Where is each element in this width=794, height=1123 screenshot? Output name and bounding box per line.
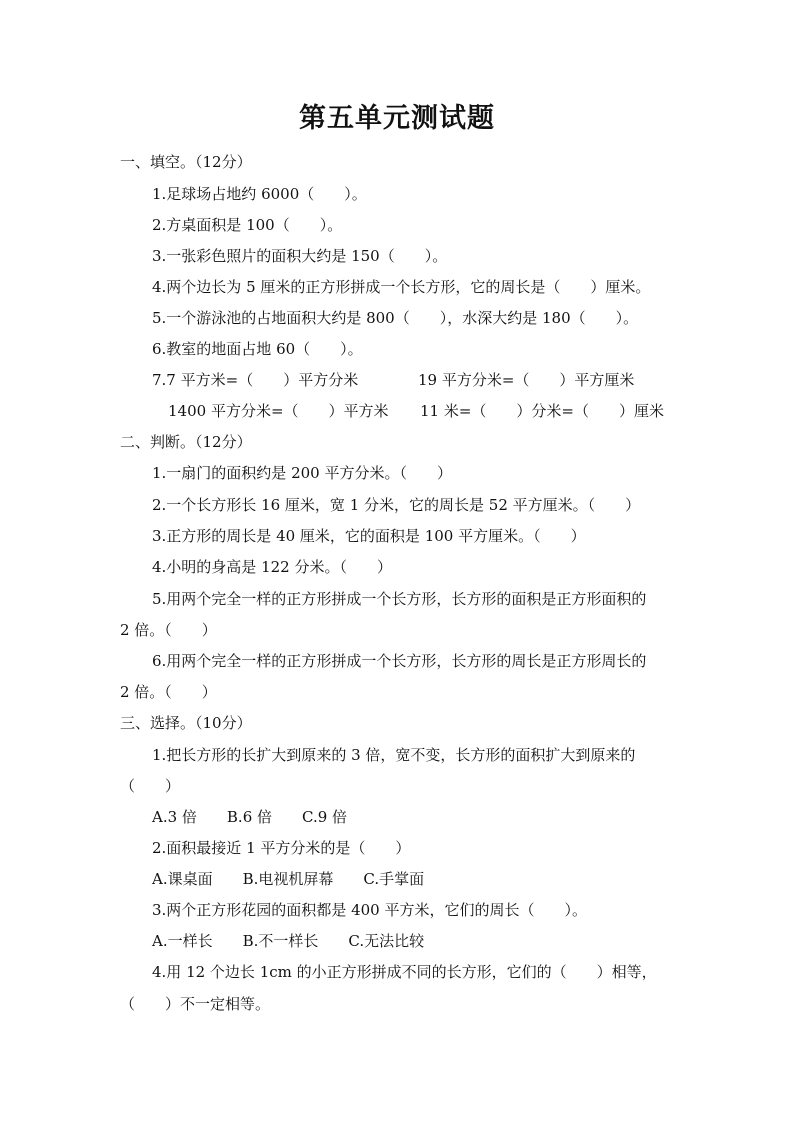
section-heading-fill-blank: 一、填空。（12分） [120, 153, 252, 171]
question-text: 5.一个游泳池的占地面积大约是 800（ ），水深大约是 180（ ）。 [152, 309, 639, 327]
question-text: 1.把长方形的长扩大到原来的 3 倍，宽不变，长方形的面积扩大到原来的 [152, 746, 636, 764]
conversion-item: 7.7 平方米=（ ）平方分米 [152, 371, 359, 389]
question-text-continued: 2 倍。（ ） [120, 621, 217, 639]
answer-options: A.一样长 B.不一样长 C.无法比较 [152, 932, 425, 950]
answer-options: A.课桌面 B.电视机屏幕 C.手掌面 [152, 870, 425, 888]
question-text: 4.用 12 个边长 1cm 的小正方形拼成不同的长方形，它们的（ ）相等， [152, 963, 657, 981]
question-text: 6.用两个完全一样的正方形拼成一个长方形，长方形的周长是正方形周长的 [152, 652, 647, 670]
question-text: 2.方桌面积是 100（ ）。 [152, 216, 343, 234]
question-text: 6.教室的地面占地 60（ ）。 [152, 340, 363, 358]
section-heading-true-false: 二、判断。（12分） [120, 433, 252, 451]
question-text: 1.一扇门的面积约是 200 平方分米。（ ） [152, 464, 452, 482]
question-text-continued: （ ）不一定相等。 [120, 995, 271, 1013]
conversion-item: 1400 平方分米=（ ）平方米 [168, 402, 389, 420]
question-text: 3.两个正方形花园的面积都是 400 平方米，它们的周长（ ）。 [152, 901, 587, 919]
question-text: 2.一个长方形长 16 厘米，宽 1 分米，它的周长是 52 平方厘米。（ ） [152, 496, 641, 514]
question-text: 3.一张彩色照片的面积大约是 150（ ）。 [152, 247, 448, 265]
section-heading-multiple-choice: 三、选择。（10分） [120, 714, 252, 732]
conversion-item: 19 平方分米=（ ）平方厘米 [418, 371, 635, 389]
answer-options: A.3 倍 B.6 倍 C.9 倍 [152, 808, 348, 826]
page-title: 第五单元测试题 [299, 103, 495, 134]
question-text-continued: 2 倍。（ ） [120, 683, 217, 701]
question-text: 5.用两个完全一样的正方形拼成一个长方形，长方形的面积是正方形面积的 [152, 590, 647, 608]
question-text: 4.两个边长为 5 厘米的正方形拼成一个长方形，它的周长是（ ）厘米。 [152, 278, 651, 296]
question-text: 4.小明的身高是 122 分米。（ ） [152, 558, 392, 576]
question-text: 3.正方形的周长是 40 厘米，它的面积是 100 平方厘米。（ ） [152, 527, 586, 545]
question-text-continued: （ ） [120, 777, 181, 795]
question-text: 1.足球场占地约 6000（ ）。 [152, 185, 367, 203]
question-text: 2.面积最接近 1 平方分米的是（ ） [152, 839, 411, 857]
conversion-item: 11 米=（ ）分米=（ ）厘米 [420, 402, 664, 420]
